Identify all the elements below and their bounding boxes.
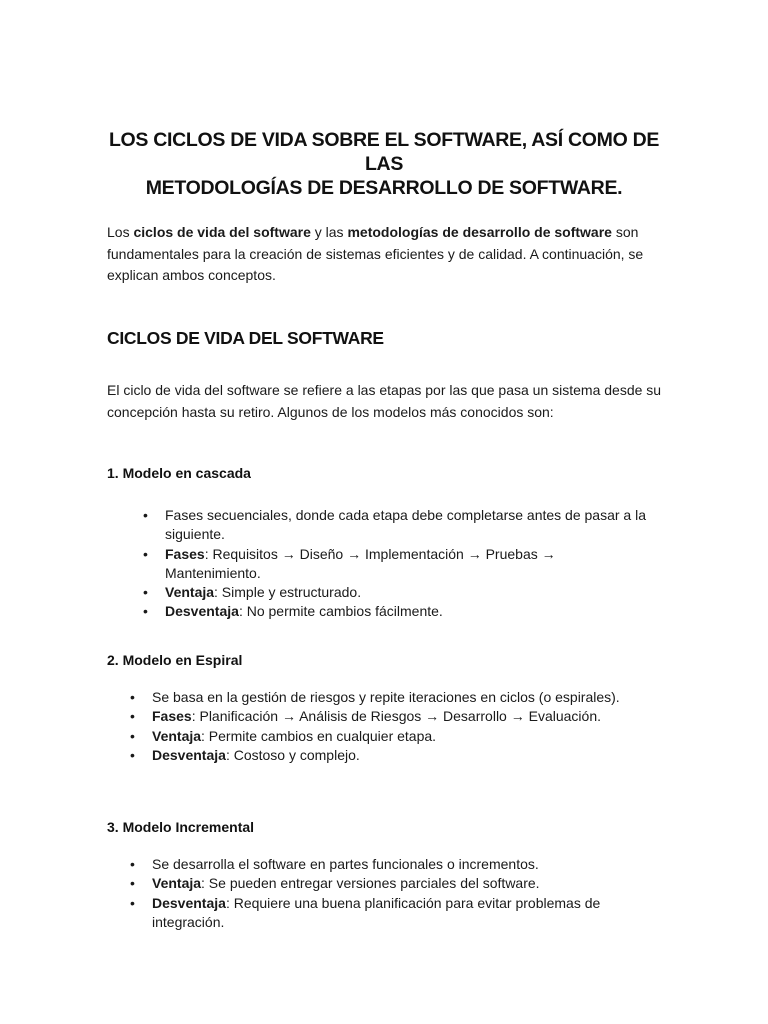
document-title: [100, 128, 668, 200]
section-intro-paragraph: El ciclo de vida del software se refiere a las etapas por las que pasa un sistema desde su concepción hasta su retiro. Algunos de los modelos más conocidos son:: [107, 382, 662, 420]
item-text: : Permite cambios en cualquier etapa.: [201, 727, 437, 744]
intro-text-2: y las: [310, 224, 348, 240]
item-text: Se desarrolla el software en partes funcionales o incrementos.: [152, 856, 539, 872]
list-item: [130, 874, 652, 893]
list-item: [130, 688, 652, 707]
item-label: Fases: [165, 545, 205, 562]
bullet-icon: •: [130, 746, 135, 763]
item-label: Ventaja: [165, 584, 215, 601]
item-text: Se basa en la gestión de riesgos y repite iteraciones en ciclos (o espirales).: [152, 689, 620, 705]
model-3-list: [130, 855, 652, 932]
intro-bold-2: metodologías de desarrollo de software: [347, 224, 612, 240]
bullet-icon: •: [130, 875, 135, 892]
intro-bold-1: ciclos de vida del software: [133, 224, 311, 240]
bullet-icon: •: [130, 689, 135, 705]
bullet-icon: •: [143, 545, 148, 562]
model-2-list: [130, 688, 652, 765]
title-line-1: LOS CICLOS DE VIDA SOBRE EL SOFTWARE, ASÍ COMO DE LAS: [108, 129, 660, 175]
list-item: [130, 727, 652, 746]
bullet-icon: •: [130, 727, 135, 744]
model-1-heading: 1. Modelo en cascada: [107, 465, 251, 481]
list-item: [143, 506, 655, 545]
item-label: Ventaja: [152, 875, 202, 892]
list-item: [130, 707, 652, 726]
list-item: [130, 746, 652, 765]
intro-text-3: son fundamentales para la creación de sistemas eficientes y de calidad. A continuación, se explican ambos conceptos.: [107, 224, 644, 283]
bullet-icon: •: [130, 894, 135, 911]
item-label: Ventaja: [152, 727, 202, 744]
item-label: Fases: [152, 708, 192, 725]
item-text: : Requiere una buena planificación para evitar problemas de integración.: [152, 894, 601, 930]
item-text: : Planificación → Análisis de Riesgos → Desarrollo → Evaluación.: [191, 708, 601, 725]
item-text: : Se pueden entregar versiones parciales del software.: [201, 875, 540, 892]
list-item: [130, 855, 652, 874]
item-text: : Simple y estructurado.: [214, 584, 362, 601]
item-text: : Costoso y complejo.: [225, 746, 360, 763]
list-item: [143, 545, 655, 584]
item-label: Desventaja: [152, 894, 226, 911]
model-3-heading: 3. Modelo Incremental: [107, 819, 255, 835]
section-heading: CICLOS DE VIDA DEL SOFTWARE: [107, 328, 384, 348]
list-item: [143, 602, 655, 621]
item-text: : Requisitos → Diseño → Implementación → Pruebas → Mantenimiento.: [165, 545, 556, 581]
item-label: Desventaja: [165, 603, 239, 620]
item-text: : No permite cambios fácilmente.: [238, 603, 443, 620]
model-2-heading: 2. Modelo en Espiral: [107, 652, 243, 668]
bullet-icon: •: [143, 584, 148, 601]
item-text: Fases secuenciales, donde cada etapa debe completarse antes de pasar a la siguiente.: [165, 507, 646, 543]
title-line-2: METODOLOGÍAS DE DESARROLLO DE SOFTWARE.: [145, 177, 623, 199]
bullet-icon: •: [130, 708, 135, 725]
intro-paragraph: [107, 222, 667, 287]
bullet-icon: •: [143, 603, 148, 620]
bullet-icon: •: [130, 856, 135, 872]
bullet-icon: •: [143, 507, 148, 523]
list-item: [130, 894, 652, 933]
intro-text-1: Los: [107, 224, 134, 240]
model-1-list: [143, 506, 655, 622]
list-item: [143, 583, 655, 602]
item-label: Desventaja: [152, 746, 226, 763]
